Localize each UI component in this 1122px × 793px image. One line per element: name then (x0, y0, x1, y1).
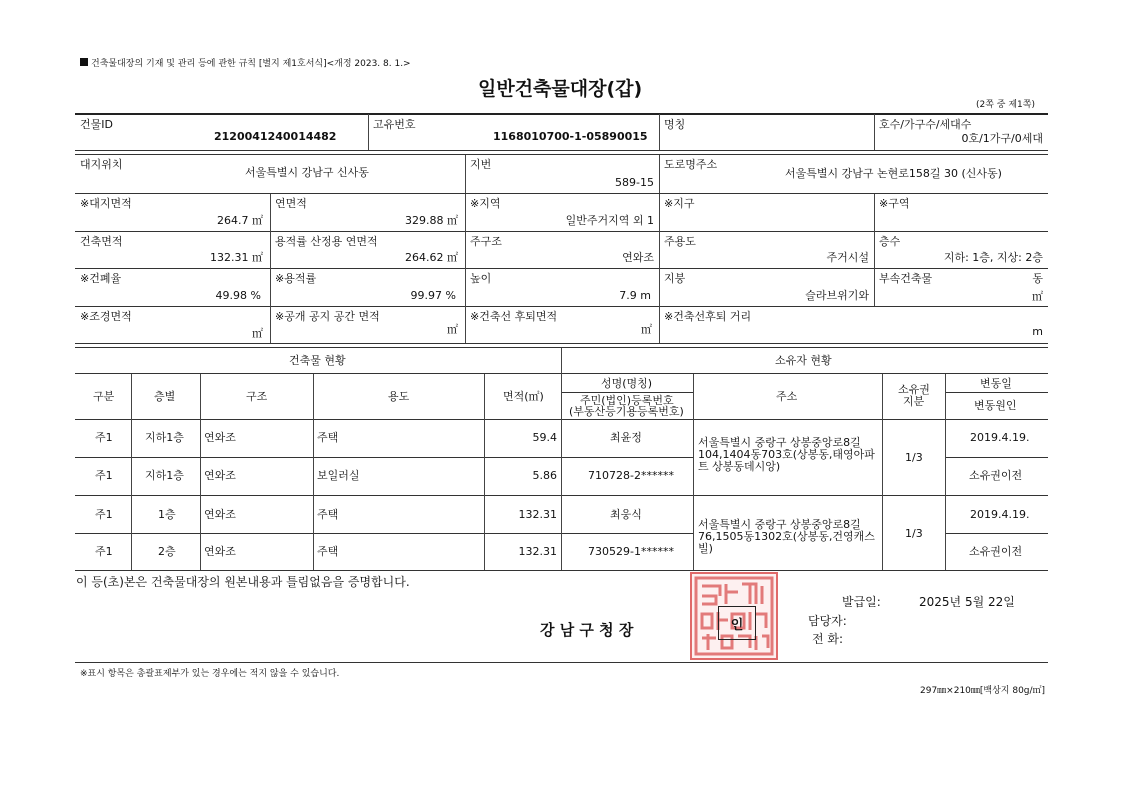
bcr-value: 49.98 % (215, 289, 261, 302)
building-status-title: 건축물 현황 (289, 354, 346, 367)
col-reg-no: 주민(법인)등록번호 (580, 394, 674, 407)
bldg-area-value: 132.31 ㎡ (210, 251, 263, 264)
row-use: 보일러실 (317, 469, 360, 482)
col-area: 면적(㎡) (503, 390, 544, 403)
divider (484, 374, 485, 570)
floors-label: 층수 (879, 235, 901, 248)
far-area-value: 264.62 ㎡ (405, 251, 458, 264)
setback-area-unit: ㎡ (641, 323, 652, 336)
use-value: 주거시설 (826, 251, 869, 264)
structure-label: 주구조 (470, 235, 502, 248)
issue-date-value: 2025년 5월 22일 (919, 595, 1015, 609)
row-structure: 연와조 (204, 431, 236, 444)
far-area-label: 용적률 산정용 연면적 (275, 235, 378, 248)
divider (561, 392, 693, 393)
divider (270, 194, 271, 343)
bldg-area-label: 건축면적 (80, 235, 123, 248)
divider (75, 306, 1048, 307)
divider (945, 457, 1048, 458)
divider (874, 194, 875, 306)
row-division: 주1 (95, 508, 113, 521)
divider (75, 343, 1048, 344)
divider (75, 193, 1048, 194)
divider (882, 374, 883, 570)
owner-address: 서울특별시 중랑구 상봉중앙로8길 76,1505동1302호(상봉동,건영캐스빌) (698, 518, 875, 555)
divider (368, 114, 369, 150)
district-label: ※지구 (664, 197, 695, 210)
change-date: 2019.4.19. (970, 431, 1030, 444)
roof-label: 지붕 (664, 272, 686, 285)
row-structure: 연와조 (204, 469, 236, 482)
divider (693, 374, 694, 570)
certification-text: 이 등(초)본은 건축물대장의 원본내용과 틀림없음을 증명합니다. (76, 575, 410, 589)
height-value: 7.9 m (619, 289, 651, 302)
zone-value: 일반주거지역 외 1 (565, 214, 654, 227)
row-floor: 지하1층 (145, 469, 184, 482)
row-area: 59.4 (532, 431, 557, 444)
row-area: 132.31 (518, 545, 557, 558)
col-floor: 층별 (154, 390, 176, 403)
structure-value: 연와조 (622, 251, 654, 264)
owner-name: 최웅식 (610, 508, 642, 521)
col-share-line2: 지분 (903, 395, 925, 408)
site-label: 대지위치 (80, 158, 123, 171)
change-reason: 소유권이전 (969, 469, 1023, 482)
col-structure: 구조 (246, 390, 268, 403)
square-bullet-icon (80, 58, 88, 66)
seal-stamp-box: 인 (718, 606, 756, 640)
divider (945, 533, 1048, 534)
bldg-id-value: 2120041240014482 (214, 130, 337, 143)
road-label: 도로명주소 (664, 158, 718, 171)
divider (659, 155, 660, 193)
floors-value: 지하: 1층, 지상: 2층 (943, 251, 1043, 264)
row-structure: 연와조 (204, 545, 236, 558)
col-change-date: 변동일 (980, 377, 1012, 390)
phone-label: 전 화: (812, 632, 844, 646)
divider (874, 114, 875, 150)
name-label: 명칭 (664, 118, 686, 131)
public-space-label: ※공개 공지 공간 면적 (275, 310, 380, 323)
row-structure: 연와조 (204, 508, 236, 521)
divider (75, 457, 693, 458)
annex-unit-count: 동 (1032, 272, 1043, 285)
divider (75, 268, 1048, 269)
landscape-unit: ㎡ (252, 327, 263, 340)
landscape-label: ※조경면적 (80, 310, 132, 323)
col-use: 용도 (388, 390, 410, 403)
annex-unit-area: ㎡ (1032, 290, 1043, 303)
divider (465, 155, 466, 193)
lot-value: 589-15 (615, 176, 654, 189)
annex-label: 부속건축물 (879, 272, 933, 285)
col-change-reason: 변동원인 (974, 399, 1017, 412)
divider (465, 194, 466, 343)
page-info: (2쪽 중 제1쪽) (976, 100, 1035, 110)
setback-dist-unit: m (1032, 325, 1043, 338)
zone-label: ※지역 (470, 197, 501, 210)
divider (75, 150, 1048, 151)
manager-label: 담당자: (808, 614, 847, 628)
row-division: 주1 (95, 469, 113, 482)
unique-no-label: 고유번호 (373, 118, 416, 131)
col-division: 구분 (93, 390, 115, 403)
bcr-label: ※건폐율 (80, 272, 122, 285)
divider (200, 374, 201, 570)
land-area-value: 264.7 ㎡ (217, 214, 263, 227)
owner-share: 1/3 (905, 451, 923, 464)
road-value: 서울특별시 강남구 논현로158길 30 (신사동) (785, 167, 1002, 180)
document-title: 일반건축물대장(갑) (478, 78, 643, 100)
divider (75, 662, 1048, 663)
floor-area-label: 연면적 (275, 197, 307, 210)
row-floor: 2층 (158, 545, 176, 558)
owner-name: 최윤정 (610, 431, 642, 444)
setback-dist-label: ※건축선후퇴 거리 (664, 310, 752, 323)
divider (561, 348, 562, 570)
row-use: 주택 (317, 508, 339, 521)
regulation-note: 건축물대장의 기재 및 관리 등에 관한 규칙 [별지 제1호서식]<개정 2023. 8. 1.> (80, 58, 411, 71)
col-reg-no-sub: (부동산등기용등록번호) (569, 405, 684, 418)
divider (75, 533, 693, 534)
paper-spec: 297㎜×210㎜[백상지 80g/㎡] (920, 686, 1046, 696)
issue-date-label: 발급일: (842, 595, 881, 609)
setback-area-label: ※건축선 후퇴면적 (470, 310, 558, 323)
site-value: 서울특별시 강남구 신사동 (245, 166, 369, 179)
far-label: ※용적률 (275, 272, 317, 285)
lot-label: 지번 (470, 158, 492, 171)
issuing-office: 강 남 구 청 장 (540, 621, 634, 639)
use-label: 주용도 (664, 235, 696, 248)
row-use: 주택 (317, 431, 339, 444)
change-date: 2019.4.19. (970, 508, 1030, 521)
far-value: 99.97 % (410, 289, 456, 302)
floor-area-value: 329.88 ㎡ (405, 214, 458, 227)
divider (131, 374, 132, 570)
row-division: 주1 (95, 545, 113, 558)
owner-reg-no: 710728-2****** (588, 469, 674, 482)
row-floor: 지하1층 (145, 431, 184, 444)
row-floor: 1층 (158, 508, 176, 521)
col-owner-name: 성명(명칭) (601, 377, 653, 390)
row-division: 주1 (95, 431, 113, 444)
owner-share: 1/3 (905, 527, 923, 540)
table-top-border (75, 113, 1048, 115)
divider (659, 114, 660, 150)
footnote: ※표시 항목은 총괄표제부가 있는 경우에는 적지 않을 수 있습니다. (80, 669, 340, 679)
divider (75, 154, 1048, 155)
change-reason: 소유권이전 (969, 545, 1023, 558)
row-area: 132.31 (518, 508, 557, 521)
roof-value: 슬라브위기와 (805, 289, 869, 302)
divider (659, 194, 660, 343)
unique-no-value: 1168010700-1-05890015 (493, 130, 648, 143)
divider (313, 374, 314, 570)
owner-reg-no: 730529-1****** (588, 545, 674, 558)
section-label: ※구역 (879, 197, 910, 210)
units-label: 호수/가구수/세대수 (879, 118, 972, 131)
height-label: 높이 (470, 272, 492, 285)
owner-address: 서울특별시 중랑구 상봉중앙로8길 104,1404동703호(상봉동,태영아파트 상봉동데시앙) (698, 436, 875, 473)
bldg-id-label: 건물ID (80, 118, 113, 131)
col-share-line1: 소유권 (898, 383, 930, 396)
row-use: 주택 (317, 545, 339, 558)
divider (945, 374, 946, 570)
units-value: 0호/1가구/0세대 (961, 132, 1043, 145)
divider (75, 570, 1048, 571)
public-space-unit: ㎡ (447, 323, 458, 336)
owner-status-title: 소유자 현황 (775, 354, 832, 367)
row-area: 5.86 (532, 469, 557, 482)
col-address: 주소 (776, 390, 798, 403)
land-area-label: ※대지면적 (80, 197, 132, 210)
divider (75, 231, 1048, 232)
divider (945, 392, 1048, 393)
